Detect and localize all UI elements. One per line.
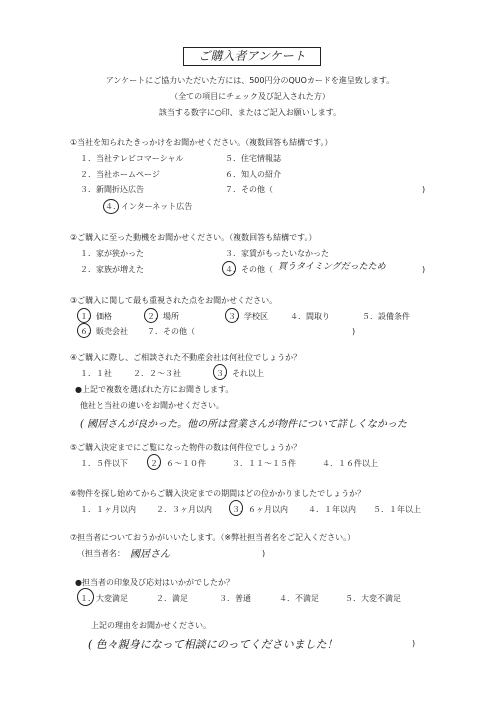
q3-paren-close: ): [352, 327, 356, 336]
q1-option-3[interactable]: ３．新聞折込広告: [80, 185, 144, 194]
q6-selection-circle: [229, 500, 243, 516]
q4-option-2[interactable]: ２．２～３社: [133, 369, 181, 378]
q6-option-3[interactable]: ３．６ヶ月以内: [232, 505, 288, 514]
q4-selection-circle: [213, 364, 227, 380]
q3-circle-1: [77, 308, 91, 323]
q7-question: ⑦担当者についておうかがいいたします。（※弊社担当者名をご記入ください。）: [70, 533, 356, 542]
q4-option-1[interactable]: １．１社: [80, 369, 112, 378]
q6-question: ⑥物件を探し始めてからご購入決定までの期間はどの位かかりましたでしょうか？: [70, 489, 366, 498]
q3-question: ③ご購入に関して最も重視された点をお聞かせください。: [70, 296, 278, 305]
page-title: ご購入者アンケート: [183, 47, 321, 66]
q4-note-difference: 他社と当社の違いをお聞かせください。: [80, 401, 224, 410]
q6-option-2[interactable]: ２．３ヶ月以内: [156, 505, 212, 514]
intro-condition: （全ての項目にチェック及び記入された方）: [170, 92, 330, 101]
q7-name-label: （担当者名：: [77, 549, 125, 558]
q3-option-1[interactable]: １．価格: [80, 312, 112, 321]
q7-name-close: ): [262, 549, 266, 558]
q5-option-2[interactable]: ２．６～１０件: [150, 459, 206, 468]
q1-question: ①当社を知られたきっかけをお聞かせください。（複数回答も結構です。）: [70, 138, 333, 147]
q1-option-6[interactable]: ６．知人の紹介: [225, 170, 281, 179]
q7-reason-answer: ( 色々親身になって相談にのってくださいました！: [88, 638, 338, 651]
q2-option-3[interactable]: ３．家賃がもったいなかった: [225, 249, 329, 258]
q3-option-4[interactable]: ４．間取り: [290, 312, 330, 321]
q2-option-4[interactable]: ４．その他（: [225, 265, 273, 274]
q3-option-6[interactable]: ６．販売会社: [80, 327, 128, 336]
q2-option-1[interactable]: １．家が狭かった: [80, 249, 144, 258]
q7-option-3[interactable]: ３．普通: [219, 594, 251, 603]
q1-option-1[interactable]: １．当社テレビコマーシャル: [80, 154, 184, 163]
q1-selection-circle: [103, 199, 119, 214]
q7-name-answer: 國居さん: [130, 549, 170, 560]
q2-question: ②ご購入に至った動機をお聞かせください。（複数回答も結構です。）: [70, 233, 317, 242]
q5-option-1[interactable]: １．５件以下: [80, 459, 128, 468]
q7-reason-label: 上記の理由をお聞かせください。: [91, 621, 211, 630]
intro-instruction: 該当する数字に○印、またはご記入お願いします。: [158, 108, 342, 117]
q2-selection-circle: [222, 261, 236, 276]
q2-option-2[interactable]: ２．家族が増えた: [80, 265, 144, 274]
q2-paren-close: ): [422, 265, 426, 274]
q7-option-4[interactable]: ４．不満足: [279, 594, 319, 603]
q4-answer: ( 國居さんが良かった。他の所は営業さんが物件について詳しくなかった: [80, 419, 407, 430]
q1-paren-close: ): [422, 185, 426, 194]
q1-option-2[interactable]: ２．当社ホームページ: [80, 170, 160, 179]
q2-other-answer: 買うタイミングだったため: [278, 262, 386, 272]
q3-circle-6: [77, 323, 91, 338]
q1-option-7[interactable]: ７．その他（: [225, 185, 273, 194]
q4-note-multiple: ●上記で複数を選ばれた方にお聞きします。: [75, 385, 234, 394]
q1-option-5[interactable]: ５．住宅情報誌: [225, 154, 281, 163]
q5-option-3[interactable]: ３．１１～１５件: [232, 459, 296, 468]
q6-option-1[interactable]: １．１ヶ月以内: [80, 505, 136, 514]
q3-option-2[interactable]: ２．場所: [147, 312, 179, 321]
q7-option-5[interactable]: ５．大変不満足: [345, 594, 401, 603]
q6-option-5[interactable]: ５．１年以上: [373, 505, 421, 514]
q7-selection-circle: [77, 588, 94, 606]
q3-option-7[interactable]: ７．その他（: [147, 327, 195, 336]
q3-option-3[interactable]: ３．学校区: [228, 312, 268, 321]
q4-option-3[interactable]: ３．それ以上: [216, 369, 264, 378]
q3-option-5[interactable]: ５．設備条件: [362, 312, 410, 321]
q5-option-4[interactable]: ４．１６件以上: [322, 459, 378, 468]
q7-option-1[interactable]: １．大変満足: [80, 594, 128, 603]
q4-question: ④ご購入に際し、ご相談された不動産会社は何社位でしょうか？: [70, 353, 302, 362]
q7-reason-close: ): [412, 639, 416, 648]
q5-selection-circle: [147, 454, 161, 470]
q6-option-4[interactable]: ４．１年以内: [308, 505, 356, 514]
q3-circle-3: [225, 308, 239, 323]
q3-circle-2: [144, 308, 158, 323]
q7-impression: ●担当者の印象及び応対はいかがでしたか？: [75, 578, 234, 587]
q7-option-2[interactable]: ２．満足: [156, 594, 188, 603]
q1-option-4[interactable]: ４．インターネット広告: [105, 202, 193, 211]
q5-question: ⑤ご購入決定までにご覧になった物件の数は何件位でしょうか？: [70, 443, 302, 452]
intro-text: アンケートにご協力いただいた方には、500円分のQUOカードを進呈致します。: [105, 76, 395, 85]
